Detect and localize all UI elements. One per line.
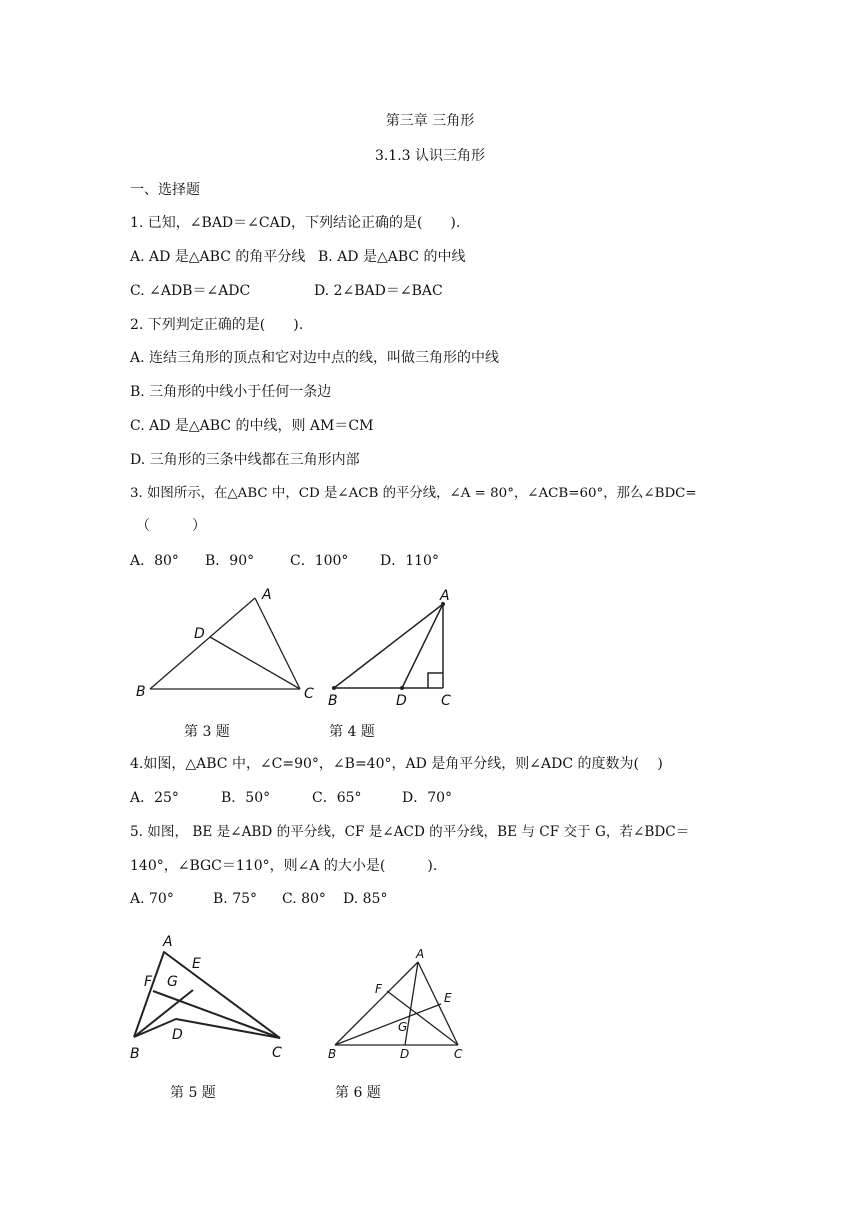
q5-option-a: A. 70°: [130, 891, 174, 907]
q5-option-b: B. 75°: [213, 891, 258, 907]
q2-option-d: D. 三角形的三条中线都在三角形内部: [130, 452, 360, 468]
fig3-label-d: D: [194, 626, 205, 642]
q4-option-a: A．25°: [130, 790, 179, 806]
fig5-label-g: G: [167, 974, 178, 990]
q5-stem-line1: 5. 如图， BE 是∠ABD 的平分线，CF 是∠ACD 的平分线，BE 与 CF 交于 G，若∠BDC＝: [130, 824, 690, 840]
fig3-label-c: C: [304, 686, 314, 702]
fig6-label-c: C: [454, 1047, 463, 1061]
q1-option-c: C. ∠ADB＝∠ADC: [130, 283, 251, 299]
fig3-label-a: A: [262, 587, 272, 603]
q5-option-c: C. 80°: [282, 891, 326, 907]
fig4-label-b: B: [328, 693, 338, 709]
fig6-label-b: B: [328, 1047, 337, 1061]
fig6-label-e: E: [444, 991, 452, 1005]
q4-option-b: B．50°: [221, 790, 271, 806]
fig4-label-a: A: [440, 588, 450, 604]
fig5-label-e: E: [192, 956, 201, 972]
fig6-label-d: D: [400, 1047, 410, 1061]
q2-stem: 2. 下列判定正确的是( ).: [130, 317, 304, 333]
figure-6-lines: [335, 962, 458, 1045]
q3-option-c: C．100°: [290, 553, 349, 569]
fig4-label-c: C: [441, 693, 451, 709]
fig5-label-c: C: [272, 1045, 282, 1061]
section-title: 3.1.3 认识三角形: [374, 148, 486, 164]
chapter-title: 第三章 三角形: [385, 113, 475, 129]
fig4-label-d: D: [396, 693, 407, 709]
fig5-label-f: F: [144, 974, 153, 990]
figure-4-caption: 第 4 题: [329, 724, 375, 740]
q3-option-a: A．80°: [130, 553, 179, 569]
q2-option-b: B. 三角形的中线小于任何一条边: [130, 384, 332, 400]
q4-option-c: C．65°: [312, 790, 362, 806]
figure-6-caption: 第 6 题: [335, 1085, 381, 1101]
figure-3-caption: 第 3 题: [184, 724, 230, 740]
fig6-label-g: G: [398, 1020, 408, 1034]
fig5-label-a: A: [163, 934, 173, 950]
fig6-label-f: F: [375, 982, 382, 996]
q2-option-a: A. 连结三角形的顶点和它对边中点的线，叫做三角形的中线: [130, 350, 500, 366]
figure-5-caption: 第 5 题: [170, 1085, 216, 1101]
q3-stem-line2: （ ）: [136, 518, 206, 534]
fig5-label-b: B: [130, 1046, 140, 1062]
q4-option-d: D．70°: [402, 790, 453, 806]
q1-option-a: A. AD 是△ABC 的角平分线: [130, 249, 306, 265]
q3-option-d: D．110°: [380, 553, 439, 569]
q1-stem: 1. 已知，∠BAD＝∠CAD，下列结论正确的是( ).: [130, 215, 461, 231]
q5-stem-line2: 140°，∠BGC＝110°，则∠A 的大小是( ).: [130, 858, 438, 874]
fig5-label-d: D: [172, 1027, 183, 1043]
fig6-label-a: A: [416, 947, 425, 961]
fig3-label-b: B: [136, 684, 146, 700]
q3-option-b: B．90°: [205, 553, 255, 569]
q1-option-b: B. AD 是△ABC 的中线: [318, 249, 466, 265]
q1-option-d: D. 2∠BAD＝∠BAC: [314, 283, 443, 299]
q2-option-c: C. AD 是△ABC 的中线，则 AM＝CM: [130, 418, 374, 434]
q4-stem: 4.如图，△ABC 中，∠C=90°，∠B=40°，AD 是角平分线，则∠ADC 的度数为( ): [130, 756, 663, 772]
q5-option-d: D. 85°: [343, 891, 388, 907]
section-heading: 一、选择题: [130, 182, 200, 198]
q3-stem-line1: 3. 如图所示，在△ABC 中，CD 是∠ACB 的平分线，∠A = 80°，∠ACB=60°，那么∠BDC=: [130, 486, 697, 501]
